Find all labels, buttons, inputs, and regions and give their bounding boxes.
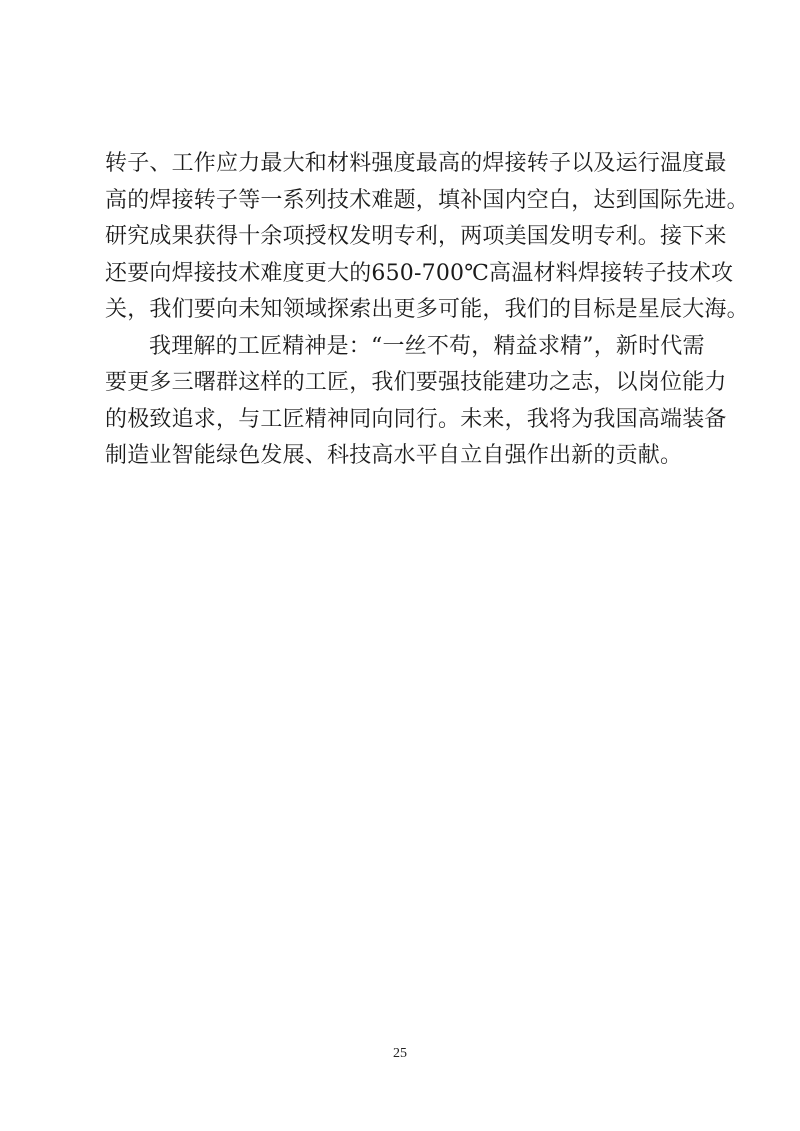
body-text xyxy=(105,146,749,475)
text-line: 关，我们要向未知领域探索出更多可能，我们的目标是星辰大海。 xyxy=(105,297,749,322)
paragraph-first-line: 我理解的工匠精神是：“一丝不苟，精益求精”，新时代需 xyxy=(149,333,705,359)
text-line: 高的焊接转子等一系列技术难题，填补国内空白，达到国际先进。 xyxy=(105,187,749,213)
page-number: 25 xyxy=(393,1046,407,1061)
text-line: 还要向焊接技术难度更大的650-700℃高温材料焊接转子技术攻 xyxy=(105,260,734,286)
text-line: 要更多三曙群这样的工匠，我们要强技能建功之志，以岗位能力 xyxy=(105,370,727,395)
text-line: 转子、工作应力最大和材料强度最高的焊接转子以及运行温度最 xyxy=(105,151,727,176)
text-line: 的极致追求，与工匠精神同向同行。未来，我将为我国高端装备 xyxy=(105,406,727,432)
text-line: 制造业智能绿色发展、科技高水平自立自强作出新的贡献。 xyxy=(105,443,683,468)
text-line: 研究成果获得十余项授权发明专利，两项美国发明专利。接下来 xyxy=(105,224,727,249)
